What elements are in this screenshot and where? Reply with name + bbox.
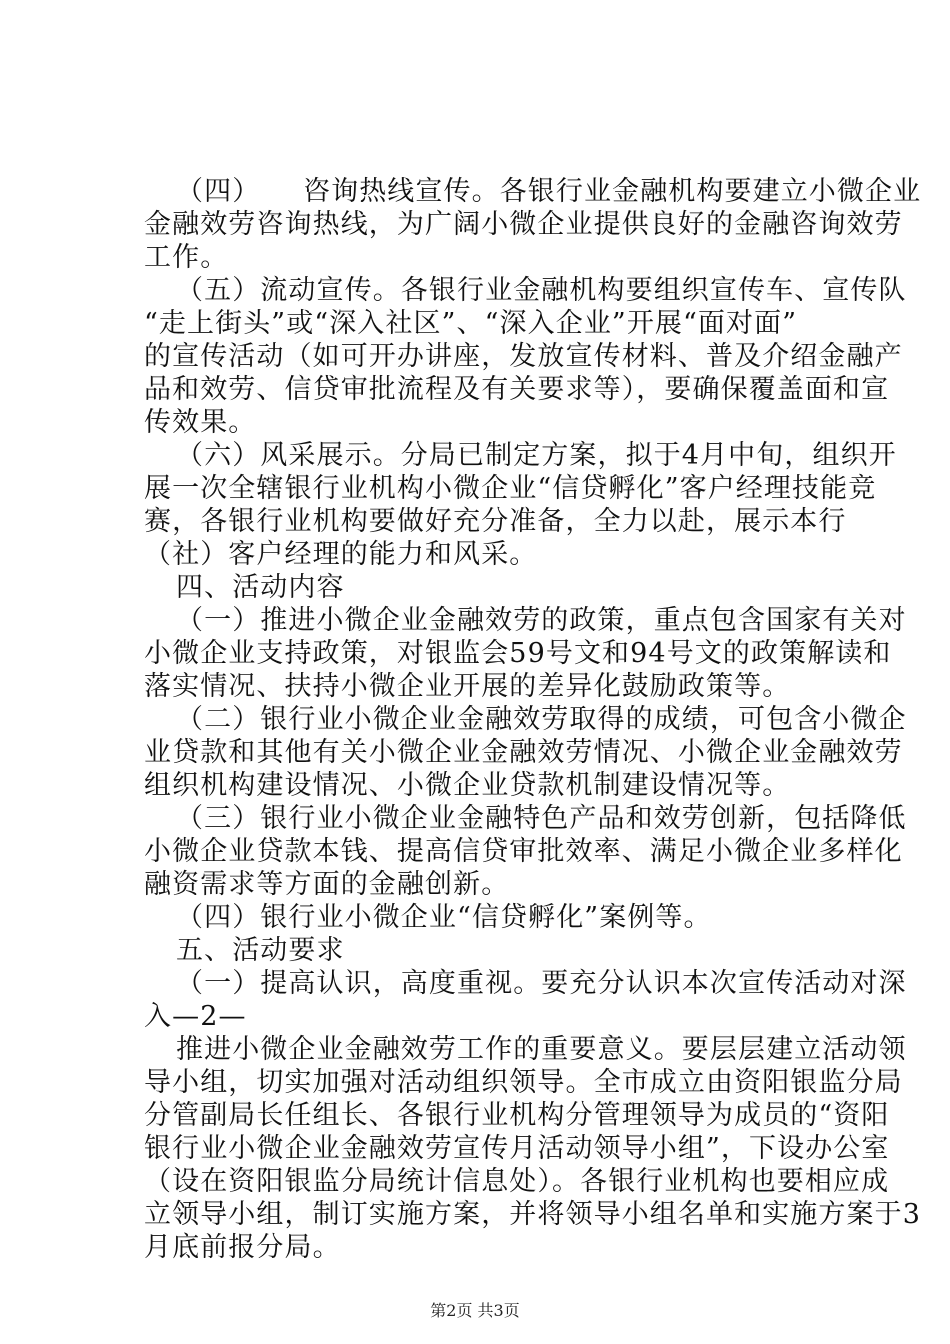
text-line: 入—2— — [144, 1001, 247, 1032]
text-line: 品和效劳、信贷审批流程及有关要求等），要确保覆盖面和宣 — [144, 374, 890, 405]
text-line: “走上街头”或“深入社区”、“深入企业”开展“面对面” — [144, 308, 798, 339]
text-line: （六）风采展示。分局已制定方案，拟于4月中旬，组织开 — [176, 440, 897, 471]
text-line: （四）银行业小微企业“信贷孵化”案例等。 — [176, 902, 712, 933]
text-line: 落实情况、扶持小微企业开展的差异化鼓励政策等。 — [144, 671, 791, 702]
text-line: 小微企业支持政策，对银监会59号文和94号文的政策解读和 — [144, 638, 892, 669]
text-line: 展一次全辖银行业机构小微企业“信贷孵化”客户经理技能竞 — [144, 473, 877, 504]
text-line: 融资需求等方面的金融创新。 — [144, 869, 510, 900]
text-line: （一）推进小微企业金融效劳的政策，重点包含国家有关对 — [176, 605, 907, 636]
text-line: 银行业小微企业金融效劳宣传月活动领导小组”，下设办公室 — [144, 1133, 890, 1164]
text-line: （三）银行业小微企业金融特色产品和效劳创新，包括降低 — [176, 803, 907, 834]
text-line: 的宣传活动（如可开办讲座，发放宣传材料、普及介绍金融产 — [144, 341, 903, 372]
text-line: （社）客户经理的能力和风采。 — [144, 539, 538, 570]
text-line: 导小组，切实加强对活动组织领导。全市成立由资阳银监分局 — [144, 1067, 903, 1098]
page-footer: 第2页 共3页 — [430, 1301, 520, 1320]
section-heading: 五、活动要求 — [176, 935, 345, 966]
text-line: 立领导小组，制订实施方案，并将领导小组名单和实施方案于3 — [144, 1199, 921, 1230]
text-line: 分管副局长任组长、各银行业机构分管理领导为成员的“资阳 — [144, 1100, 890, 1131]
text-line: （设在资阳银监分局统计信息处）。各银行业机构也要相应成 — [144, 1166, 890, 1197]
text-line: （一）提高认识，高度重视。要充分认识本次宣传活动对深 — [176, 968, 907, 999]
text-line: 工作。 — [144, 242, 229, 273]
text-line: 小微企业贷款本钱、提高信贷审批效率、满足小微企业多样化 — [144, 836, 903, 867]
text-line: 月底前报分局。 — [144, 1232, 341, 1263]
text-line: 金融效劳咨询热线，为广阔小微企业提供良好的金融咨询效劳 — [144, 209, 903, 240]
text-line: 赛，各银行业机构要做好充分准备，全力以赴，展示本行 — [144, 506, 847, 537]
section-heading: 四、活动内容 — [176, 572, 345, 603]
text-line: （二）银行业小微企业金融效劳取得的成绩，可包含小微企 — [176, 704, 907, 735]
text-line: （四） 咨询热线宣传。各银行业金融机构要建立小微企业 — [176, 176, 922, 207]
text-line: 推进小微企业金融效劳工作的重要意义。要层层建立活动领 — [176, 1034, 907, 1065]
text-line: （五）流动宣传。各银行业金融机构要组织宣传车、宣传队 — [176, 275, 907, 306]
text-line: 业贷款和其他有关小微企业金融效劳情况、小微企业金融效劳 — [144, 737, 903, 768]
text-line: 组织机构建设情况、小微企业贷款机制建设情况等。 — [144, 770, 791, 801]
text-line: 传效果。 — [144, 407, 257, 438]
